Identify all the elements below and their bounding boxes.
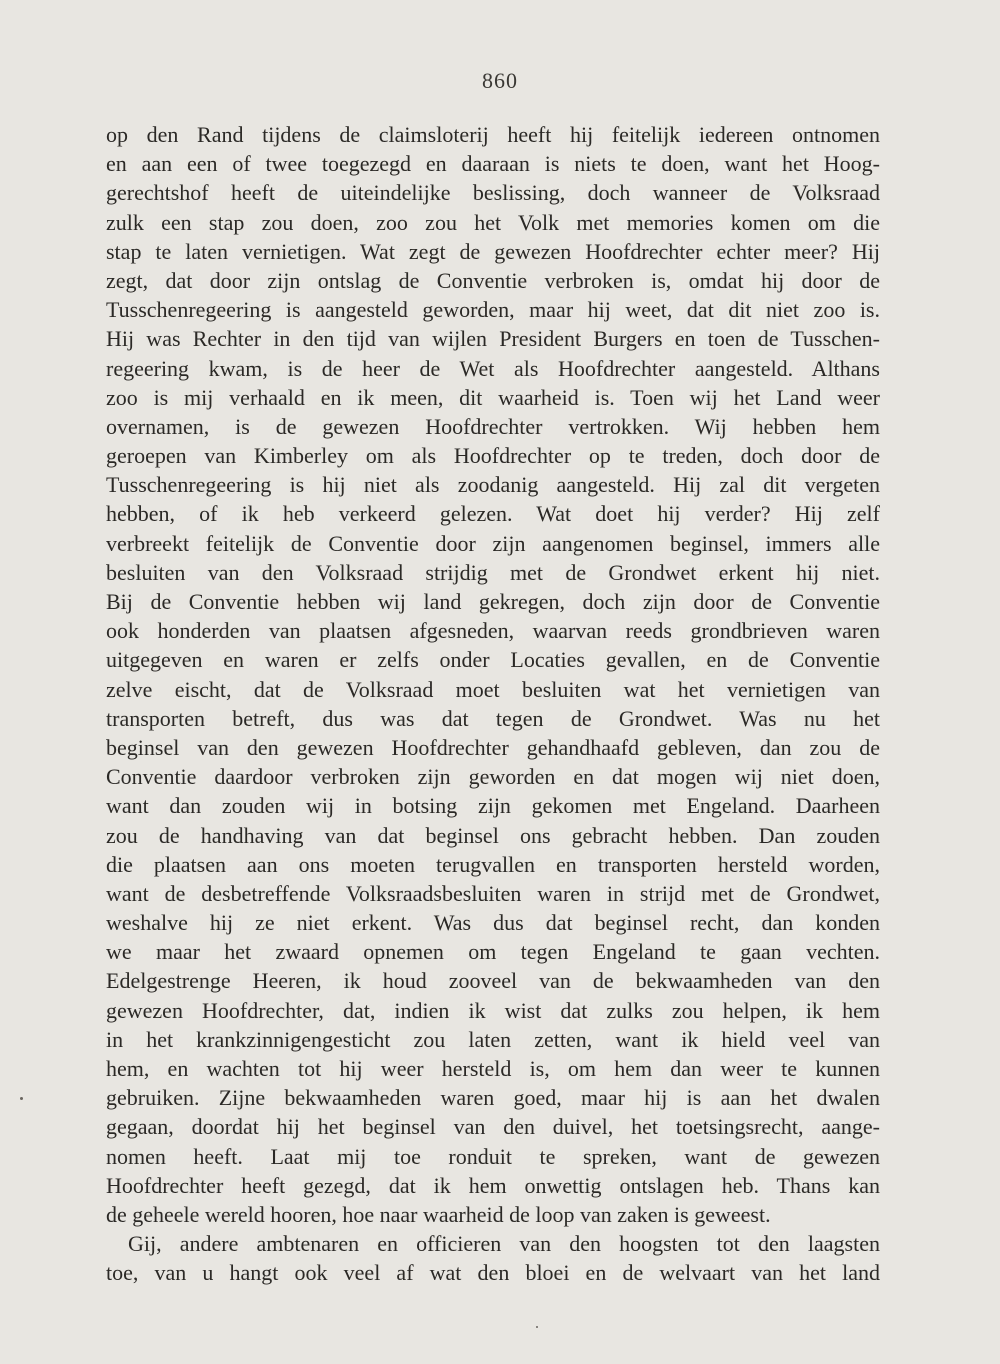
text-line: op den Rand tijdens de claimsloterij heeft hij feitelijk iedereen ontnomen <box>106 122 880 147</box>
text-line: zelve eischt, dat de Volksraad moet besluiten wat het vernietigen van <box>106 676 880 702</box>
text-line: Hij was Rechter in den tijd van wijlen President Burgers en toen de Tusschen- <box>106 326 880 352</box>
text-line: ook honderden van plaatsen afgesneden, waarvan reeds grondbrieven waren <box>106 618 880 644</box>
text-line: en aan een of twee toegezegd en daaraan is niets te doen, want het Hoog- <box>106 151 880 177</box>
paper-speck <box>536 1326 538 1328</box>
text-line: zulk een stap zou doen, zoo zou het Volk met memories komen om die <box>106 209 880 235</box>
text-line: de geheele wereld hooren, hoe naar waarheid de loop van zaken is geweest. <box>106 1201 771 1227</box>
text-line: Conventie daardoor verbroken zijn geworden en dat mogen wij niet doen, <box>106 764 880 790</box>
paper-speck <box>20 1097 23 1100</box>
text-line: overnamen, is de gewezen Hoofdrechter vertrokken. Wij hebben hem <box>106 413 880 439</box>
page-number: 860 <box>482 68 518 93</box>
text-line: want de desbetreffende Volksraadsbesluiten waren in strijd met de Grondwet, <box>106 880 880 906</box>
paragraph-1 <box>106 120 880 1229</box>
text-line: gebruiken. Zijne bekwaamheden waren goed, maar hij is aan het dwalen <box>106 1085 880 1111</box>
text-line: in het krankzinnigengesticht zou laten zetten, want ik hield veel van <box>106 1026 880 1052</box>
text-line: besluiten van den Volksraad strijdig met de Grondwet erkent hij niet. <box>106 559 880 585</box>
text-line: Hoofdrechter heeft gezegd, dat ik hem onwettig ontslagen heb. Thans kan <box>106 1172 880 1198</box>
text-line: uitgegeven en waren er zelfs onder Locaties gevallen, en de Conventie <box>106 647 880 673</box>
text-line: zoo is mij verhaald en ik meen, dit waarheid is. Toen wij het Land weer <box>106 384 880 410</box>
text-line: Tusschenregeering is hij niet als zoodanig aangesteld. Hij zal dit vergeten <box>106 472 880 498</box>
paragraph-2 <box>106 1229 880 1287</box>
text-line: we maar het zwaard opnemen om tegen Engeland te gaan vechten. <box>106 939 880 965</box>
text-line: nomen heeft. Laat mij toe ronduit te spreken, want de gewezen <box>106 1143 880 1169</box>
text-line: Bij de Conventie hebben wij land gekregen, doch zijn door de Conventie <box>106 589 880 614</box>
text-line: weshalve hij ze niet erkent. Was dus dat beginsel recht, dan konden <box>106 910 880 936</box>
text-line: Edelgestrenge Heeren, ik houd zooveel van de bekwaamheden van den <box>106 968 880 994</box>
text-line: hebben, of ik heb verkeerd gelezen. Wat doet hij verder? Hij zelf <box>106 501 880 527</box>
text-line: die plaatsen aan ons moeten terugvallen en transporten hersteld worden, <box>106 851 880 877</box>
text-line: transporten betreft, dus was dat tegen de Grondwet. Was nu het <box>106 705 880 731</box>
text-line: verbreekt feitelijk de Conventie door zijn aangenomen beginsel, immers alle <box>106 530 880 556</box>
text-line: geroepen van Kimberley om als Hoofdrechter op te treden, doch door de <box>106 443 880 469</box>
text-line: zegt, dat door zijn ontslag de Conventie verbroken is, omdat hij door de <box>106 267 880 293</box>
text-line: gerechtshof heeft de uiteindelijke beslissing, doch wanneer de Volksraad <box>106 180 880 206</box>
text-line: Tusschenregeering is aangesteld geworden, maar hij weet, dat dit niet zoo is. <box>106 297 880 323</box>
text-line: zou de handhaving van dat beginsel ons gebracht hebben. Dan zouden <box>106 822 880 848</box>
text-line: gegaan, doordat hij het beginsel van den duivel, het toetsingsrecht, aange- <box>106 1114 880 1140</box>
text-line: beginsel van den gewezen Hoofdrechter gehandhaafd gebleven, dan zou de <box>106 734 880 760</box>
text-line: want dan zouden wij in botsing zijn gekomen met Engeland. Daarheen <box>106 793 880 819</box>
text-line: toe, van u hangt ook veel af wat den bloei en de welvaart van het land <box>106 1260 880 1286</box>
text-line: hem, en wachten tot hij weer hersteld is, om hem dan weer te kunnen <box>106 1056 880 1081</box>
text-line: Gij, andere ambtenaren en officieren van den hoogsten tot den laagsten <box>128 1231 880 1257</box>
text-line: stap te laten vernietigen. Wat zegt de gewezen Hoofdrechter echter meer? Hij <box>106 238 880 264</box>
body-text <box>106 120 880 1288</box>
text-line: regeering kwam, is de heer de Wet als Hoofdrechter aangesteld. Althans <box>106 355 880 381</box>
text-line: gewezen Hoofdrechter, dat, indien ik wist dat zulks zou helpen, ik hem <box>106 997 880 1023</box>
